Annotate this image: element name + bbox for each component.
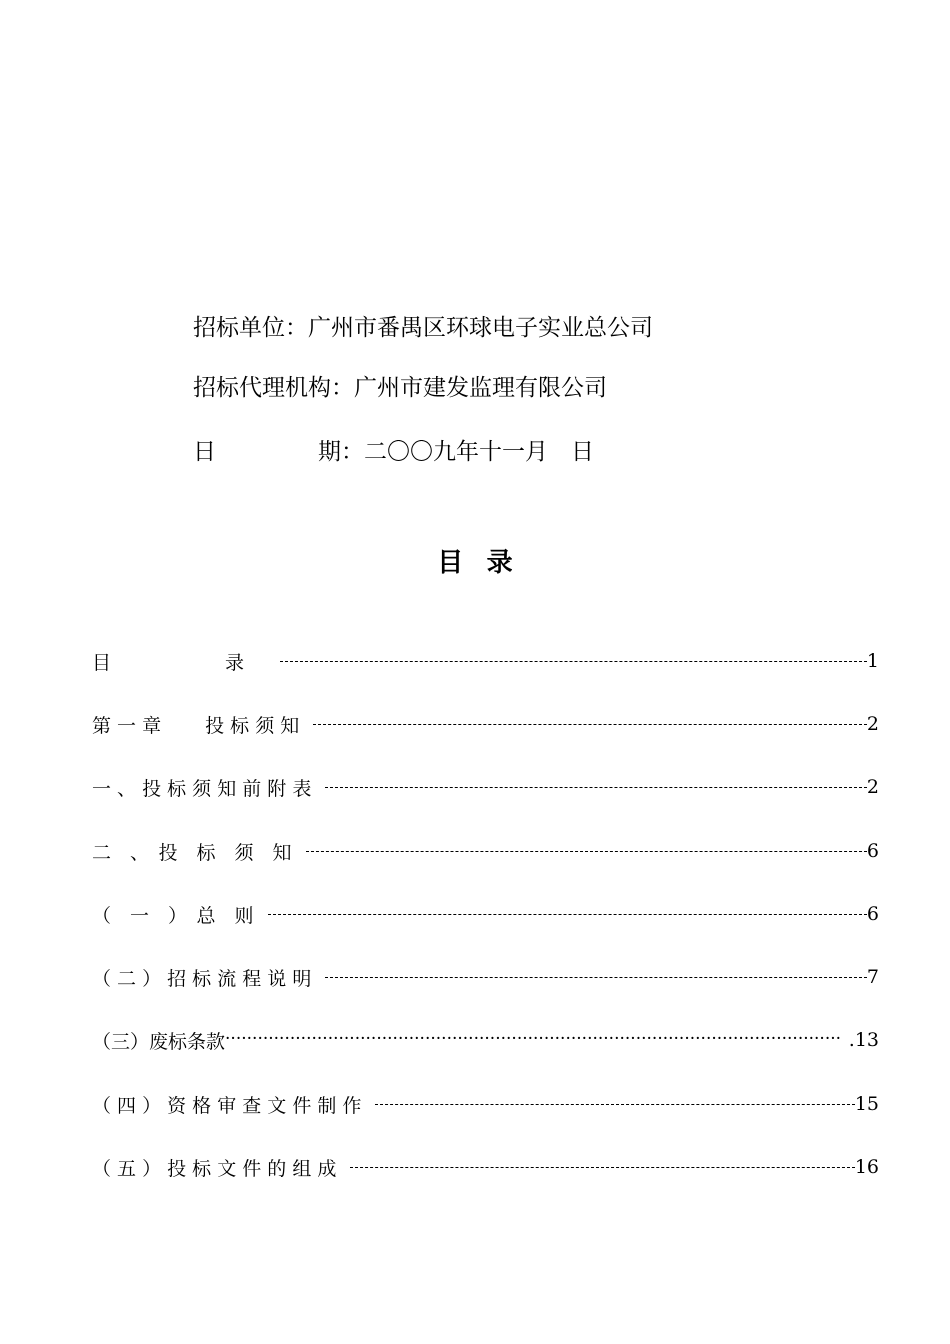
toc-leader: ·················································································································· (225, 1029, 842, 1049)
toc-entry[interactable] (92, 1025, 879, 1055)
toc-entry[interactable] (92, 646, 879, 676)
toc-entry-label: （ 五 ） 投 标 文 件 的 组 成 (92, 1154, 350, 1181)
toc-entry-label: （ 一 ） 总 则 (92, 901, 268, 928)
toc-entry-page: 16 (854, 1156, 879, 1178)
toc-leader (268, 899, 867, 929)
toc-entry-page: 2 (866, 713, 879, 735)
toc-entry[interactable] (92, 899, 879, 929)
toc-entry-label: 目 录 (92, 648, 280, 675)
toc-entry-page: 15 (854, 1093, 879, 1115)
toc-entry-page: 7 (866, 966, 879, 988)
issuer-line: 招标单位：广州市番禺区环球电子实业总公司 (193, 315, 653, 341)
toc-entry-page: .13 (848, 1029, 879, 1051)
agent-line: 招标代理机构：广州市建发监理有限公司 (193, 375, 607, 401)
date-value: 期：二〇〇九年十一月 日 (318, 439, 594, 465)
toc-entry-page: 6 (866, 903, 879, 925)
toc-entry-page: 2 (866, 776, 879, 798)
toc-entry[interactable] (92, 709, 879, 739)
toc-entry-page: 6 (866, 840, 879, 862)
toc-leader (280, 646, 867, 676)
toc-leader (375, 1089, 854, 1119)
toc-entry[interactable] (92, 836, 879, 866)
toc-entry-label: （ 四 ） 资 格 审 查 文 件 制 作 (92, 1091, 375, 1118)
toc-entry-label: 二 、 投 标 须 知 (92, 838, 306, 865)
toc-title: 目录 (437, 548, 537, 578)
toc-leader (325, 962, 867, 992)
toc-leader (325, 772, 867, 802)
toc-entry-label: （ 二 ） 招 标 流 程 说 明 (92, 964, 325, 991)
toc-entry[interactable] (92, 1152, 879, 1182)
toc-entry[interactable] (92, 962, 879, 992)
toc-entry-page: 1 (866, 650, 879, 672)
toc-entry-label: 一 、 投 标 须 知 前 附 表 (92, 774, 325, 801)
toc-entry-label: （三）废标条款 (92, 1027, 225, 1054)
date-label-start: 日 (193, 439, 216, 465)
toc-entry[interactable] (92, 772, 879, 802)
toc-leader (313, 709, 867, 739)
toc-leader (306, 836, 867, 866)
toc-leader (350, 1152, 854, 1182)
toc-entry[interactable] (92, 1089, 879, 1119)
toc-entry-label: 第 一 章 投 标 须 知 (92, 711, 313, 738)
